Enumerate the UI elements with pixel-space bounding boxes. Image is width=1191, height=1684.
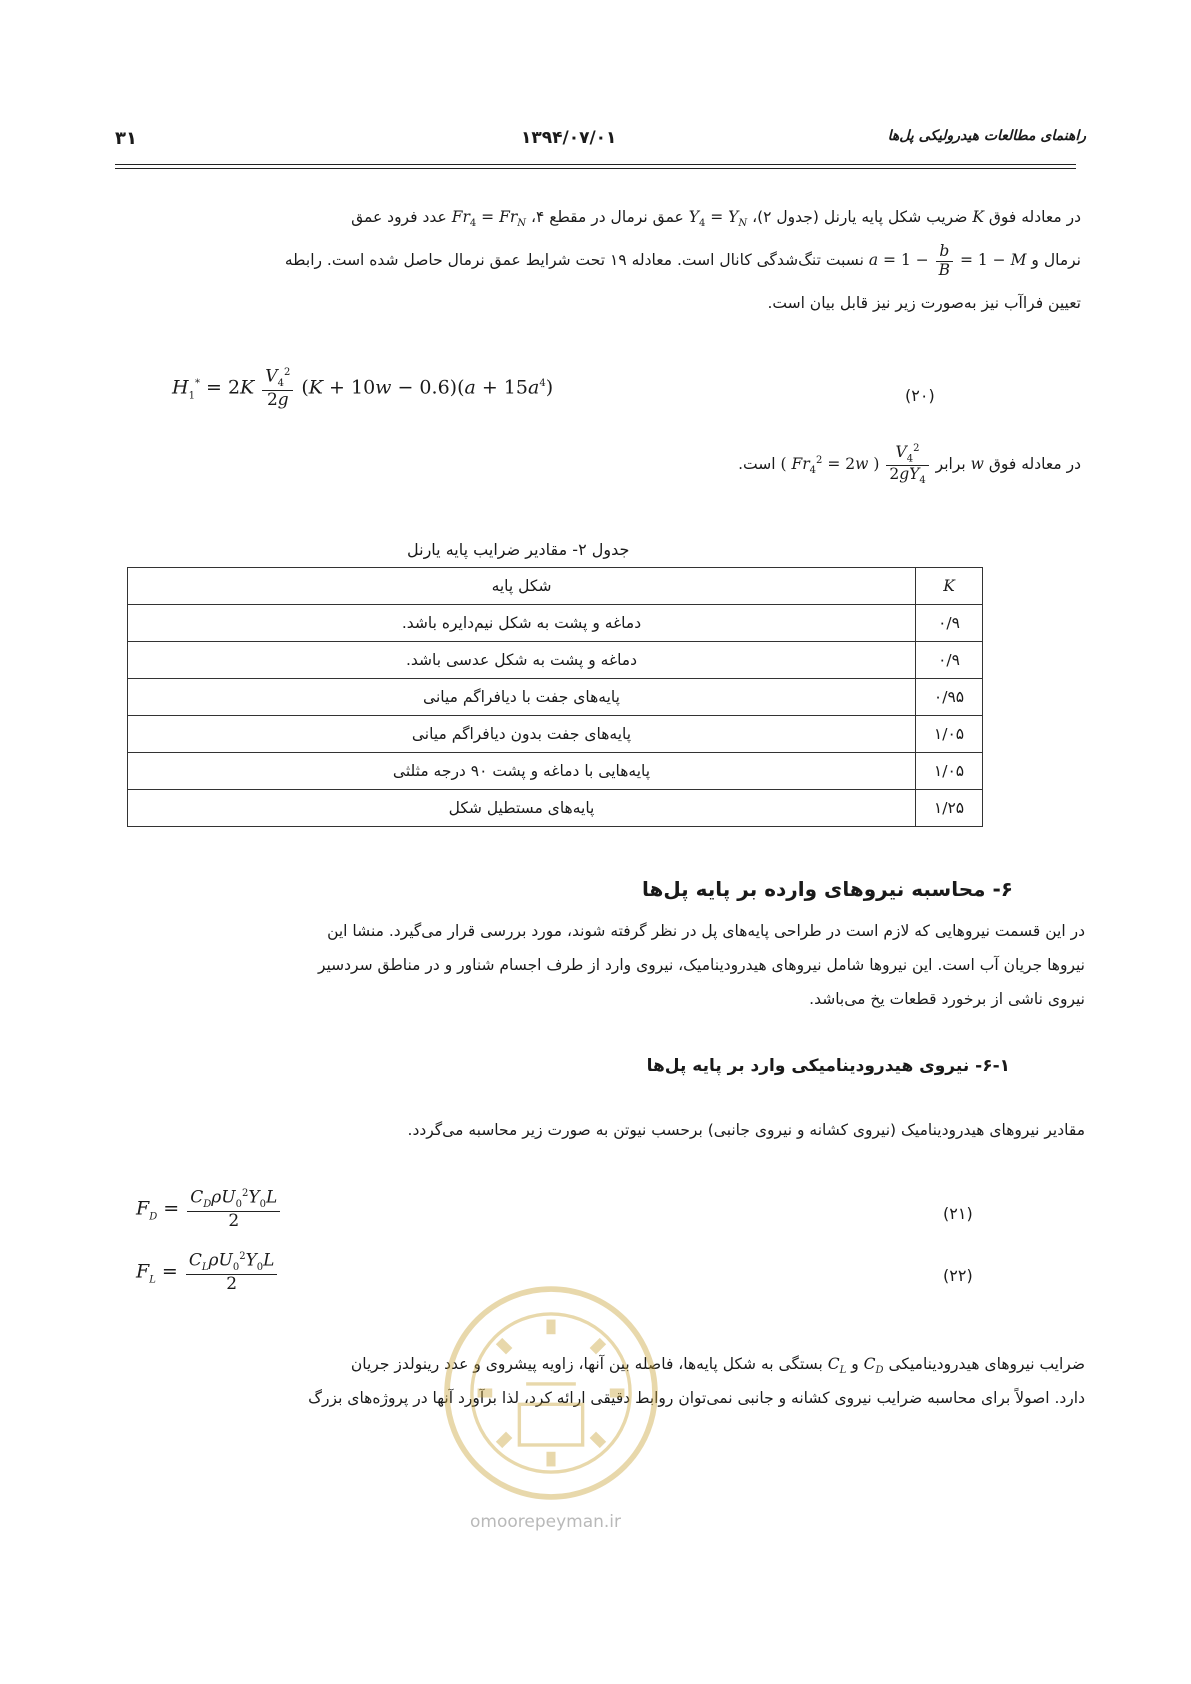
header-rule-top: [115, 164, 1076, 165]
k-value: ۱/۲۵: [916, 790, 983, 827]
header-k: K: [916, 568, 983, 605]
math-CL: $C_L$: [827, 1355, 847, 1377]
section-6-line-3: نیروی ناشی از برخورد قطعات یخ می‌باشد.: [809, 990, 1085, 1008]
k-value: ۱/۰۵: [916, 753, 983, 790]
table-row: [128, 753, 983, 790]
equation-21: $F_D$ = $\frac{C_D\rho U_0^2Y_0L}{2}$: [136, 1188, 282, 1231]
equation-22: $F_L$ = $\frac{C_L\rho U_0^2Y_0L}{2}$: [136, 1251, 279, 1294]
k-value: ۰/۹: [916, 642, 983, 679]
table-header-row: [128, 568, 983, 605]
pier-shape: دماغه و پشت به شکل عدسی باشد.: [128, 642, 916, 679]
table-row: [128, 716, 983, 753]
table-row: [128, 790, 983, 827]
pier-shape: پایه‌های مستطیل شکل: [128, 790, 916, 827]
seal-building: [519, 1404, 582, 1445]
equation-21-number: (۲۱): [943, 1204, 973, 1223]
math-fraction-v4-2gy4: $\frac{V_4^2}{2gY_4}$: [884, 455, 930, 473]
intro-paragraph: [215, 200, 1081, 320]
intro-line-2: نرمال و a = 1 − $\frac{b}{B}$ = 1 − M نسبت تنگ‌شدگی کانال است. معادله ۱۹ تحت شرایط عمق نرمال حاصل شده است. رابطه: [284, 241, 1081, 279]
seal-inner-ring: [472, 1314, 630, 1472]
intro-line-3: تعیین فراآب نیز به‌صورت زیر نیز قابل بیان است.: [767, 294, 1081, 312]
running-title: راهنمای مطالعات هیدرولیکی پل‌ها: [887, 128, 1086, 144]
table-caption: جدول ۲- مقادیر ضرایب پایه یارنل: [407, 540, 630, 559]
k-value: ۰/۹: [916, 605, 983, 642]
k-value: ۱/۰۵: [916, 716, 983, 753]
watermark-seal-icon: [438, 1280, 664, 1506]
section-6-1-line-1: مقادیر نیروهای هیدرودینامیک (نیروی کشانه و نیروی جانبی) برحسب نیوتن به صورت زیر محاسبه می‌گردد.: [407, 1121, 1085, 1139]
section-6-paragraph: [193, 914, 1085, 1016]
equation-20: $H_1^* = 2K$ $\frac{V_4^2}{2g}$ $(K + 10w - 0.6)(a + 15a^4)$: [172, 366, 554, 410]
pier-shape: پایه‌هایی با دماغه و پشت ۹۰ درجه مثلثی: [128, 753, 916, 790]
math-CD: $C_D$: [863, 1355, 884, 1377]
k-value: ۰/۹۵: [916, 679, 983, 716]
closing-line-1: ضرایب نیروهای هیدرودینامیکی $C_D$ و $C_L$ بستگی به شکل پایه‌ها، فاصله بین آنها، زاویه پیشروی و عدد رینولدز جریان: [350, 1355, 1085, 1377]
page-number: ۳۱: [115, 128, 137, 149]
header-date: ۱۳۹۴/۰۷/۰۱: [521, 128, 617, 148]
table-row: [128, 605, 983, 642]
yarnell-coefficients-table: [127, 567, 983, 827]
pier-shape: پایه‌های جفت بدون دیافراگم میانی: [128, 716, 916, 753]
equation-22-number: (۲۲): [943, 1266, 973, 1285]
intro-line-1: در معادله فوق K ضریب شکل پایه یارنل (جدول ۲)، $Y_4 = Y_N$ عمق نرمال در مقطع ۴، $Fr_4 = Fr_N$ عدد فرود عمق: [351, 208, 1081, 230]
table-row: [128, 679, 983, 716]
math-a-ratio: a = 1 − $\frac{b}{B}$ = 1 − M: [868, 241, 1027, 279]
pier-shape: پایه‌های جفت با دیافراگم میانی: [128, 679, 916, 716]
math-Y4-YN: $Y_4 = Y_N$: [688, 208, 748, 230]
section-6-heading: ۶- محاسبه نیروهای وارده بر پایه پل‌ها: [641, 877, 1013, 901]
header-rule-bottom: [115, 168, 1076, 169]
section-6-line-1: در این قسمت نیروهایی که لازم است در طراحی پایه‌های پل در نظر گرفته شوند، مورد بررسی قرار می‌گیرد. منشا این: [327, 922, 1085, 940]
math-K: K: [972, 208, 984, 226]
table-row: [128, 642, 983, 679]
section-6-1-heading: ۶-۱- نیروی هیدرودینامیکی وارد بر پایه پل‌ها: [646, 1056, 1010, 1076]
closing-line-2: دارد. اصولاً برای محاسبه ضرایب نیروی کشانه و جانبی نمی‌توان روابط دقیقی ارائه کرد، لذا برآورد آنها در پروژه‌های بزرگ: [308, 1389, 1085, 1407]
pier-shape: دماغه و پشت به شکل نیم‌دایره باشد.: [128, 605, 916, 642]
section-6-line-2: نیروها جریان آب است. این نیروها شامل نیروهای هیدرودینامیک، نیروی وارد از طرف اجسام شناور و در مناطق سردسیر: [317, 956, 1085, 974]
equation-20-number: (۲۰): [905, 386, 935, 405]
header-shape: شکل پایه: [128, 568, 916, 605]
math-Fr4-FrN: $Fr_4 = Fr_N$: [451, 208, 526, 230]
after-eq20-line: در معادله فوق w برابر $\frac{V_4^2}{2gY_4}$ ( $Fr_4^2 = 2w$ ) است.: [738, 443, 1081, 487]
math-fr4-2w: ( $Fr_4^2 = 2w$ ): [780, 455, 880, 477]
math-w: w: [970, 455, 984, 474]
watermark-url: omoorepeyman.ir: [470, 1512, 622, 1532]
section-6-1-paragraph: [193, 1113, 1085, 1147]
